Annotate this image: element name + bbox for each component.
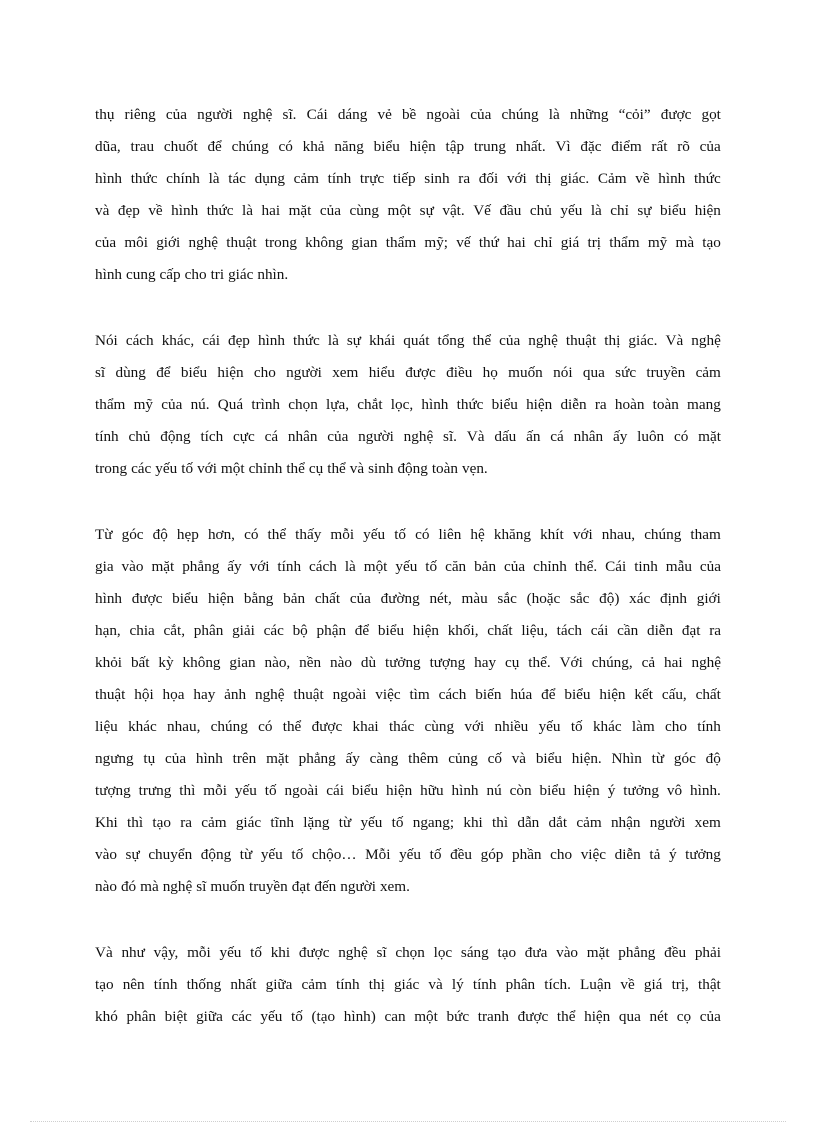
text-line: sĩ dùng để biểu hiện cho người xem hiểu được điều họ muốn nói qua sức truyền cảm — [95, 364, 721, 381]
text-line: hình được biểu hiện bằng bản chất của đường nét, màu sắc (hoặc sắc độ) xác định giới — [95, 590, 721, 607]
text-line: hạn, chia cắt, phân giải các bộ phận để biểu hiện khối, chất liệu, tách cái cần diễn đạt ra — [95, 622, 721, 639]
text-line: Nói cách khác, cái đẹp hình thức là sự khái quát tổng thể của nghệ thuật thị giác. Và nghệ — [95, 332, 721, 349]
text-line: dũa, trau chuốt để chúng có khả năng biểu hiện tập trung nhất. Vì đặc điểm rất rõ của — [95, 138, 721, 155]
paragraph — [95, 937, 721, 1033]
text-line: khỏi bất kỳ không gian nào, nền nào dù tưởng tượng hay cụ thể. Với chúng, cả hai nghệ — [95, 654, 721, 671]
text-line: tính chủ động tích cực cá nhân của người nghệ sĩ. Và dấu ấn cá nhân ấy luôn có mặt — [95, 428, 721, 445]
text-line: khó phân biệt giữa các yếu tố (tạo hình) can một bức tranh được thể hiện qua nét cọ của — [95, 1008, 721, 1025]
document-body — [95, 99, 721, 1033]
text-line: thuật hội họa hay ảnh nghệ thuật ngoài việc tìm cách biến húa để biểu hiện kết cấu, chất — [95, 686, 721, 703]
text-line: nào đó mà nghệ sĩ muốn truyền đạt đến người xem. — [95, 878, 410, 895]
text-line: gia vào mặt phẳng ấy với tính cách là một yếu tố căn bản của chỉnh thể. Cái tinh mẫu của — [95, 558, 721, 575]
paragraph-gap — [95, 291, 721, 325]
text-line: tượng trưng thì mỗi yếu tố ngoài cái biểu hiện hữu hình nú còn biểu hiện ý tưởng vô hình. — [95, 782, 721, 799]
text-line: vào sự chuyển động từ yếu tố chộo… Mỗi yếu tố đều góp phần cho việc diễn tả ý tưởng — [95, 846, 721, 863]
page-bottom-dotted-rule — [30, 1121, 786, 1122]
text-line: liệu khác nhau, chúng có thể được khai thác cùng với nhiều yếu tố khác làm cho tính — [95, 718, 721, 735]
paragraph — [95, 325, 721, 485]
paragraph-gap — [95, 485, 721, 519]
text-line: trong các yếu tố với một chỉnh thể cụ thể và sinh động toàn vẹn. — [95, 460, 488, 477]
text-line: Khi thì tạo ra cảm giác tĩnh lặng từ yếu tố ngang; khi thì dẫn dắt cảm nhận người xem — [95, 814, 721, 831]
paragraph — [95, 99, 721, 291]
text-line: Từ góc độ hẹp hơn, có thể thấy mỗi yếu tố có liên hệ khăng khít với nhau, chúng tham — [95, 526, 721, 543]
text-line: Và như vậy, mỗi yếu tố khi được nghệ sĩ chọn lọc sáng tạo đưa vào mặt phẳng đều phải — [95, 944, 721, 961]
text-line: hình thức chính là tác dụng cảm tính trực tiếp sinh ra đối với thị giác. Cảm về hình thức — [95, 170, 721, 187]
text-line: thẩm mỹ của nú. Quá trình chọn lựa, chắt lọc, hình thức biểu hiện diễn ra hoàn toàn mang — [95, 396, 721, 413]
text-line: ngưng tụ của hình trên mặt phẳng ấy càng thêm củng cố và biểu hiện. Nhìn từ góc độ — [95, 750, 721, 767]
text-line: tạo nên tính thống nhất giữa cảm tính thị giác và lý tính phân tích. Luận về giá trị, thật — [95, 976, 721, 993]
paragraph-gap — [95, 903, 721, 937]
text-line: hình cung cấp cho tri giác nhìn. — [95, 266, 289, 283]
text-line: và đẹp về hình thức là hai mặt của cùng một sự vật. Vế đầu chủ yếu là chỉ sự biểu hiện — [95, 202, 721, 219]
text-line: thụ riêng của người nghệ sĩ. Cái dáng vẻ bề ngoài của chúng là những “cỏi” được gọt — [95, 106, 721, 123]
paragraph — [95, 519, 721, 903]
text-line: của môi giới nghệ thuật trong không gian thẩm mỹ; vế thứ hai chỉ giá trị thẩm mỹ mà tạo — [95, 234, 721, 251]
